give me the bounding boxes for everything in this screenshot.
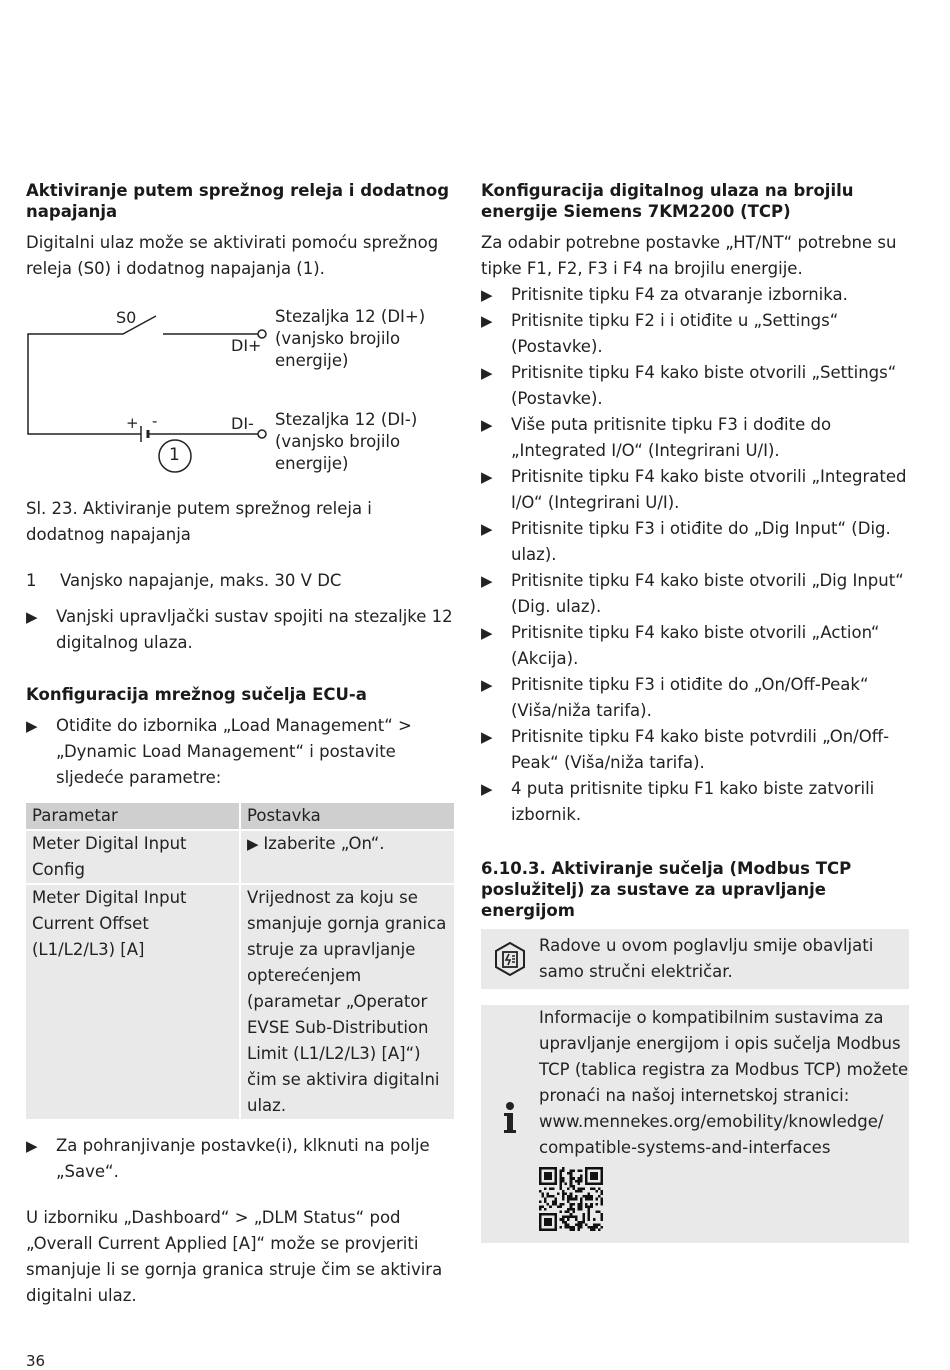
warning-box bbox=[481, 929, 909, 989]
label-minus: - bbox=[152, 412, 158, 430]
list-item: ▶ Pritisnite tipku F4 kako biste otvorili „Integrated I/O“ (Integrirani U/I). bbox=[481, 464, 909, 516]
table-row bbox=[26, 830, 454, 884]
table-cell: Meter Digital Input Current Offset (L1/L2/L3) [A] bbox=[26, 884, 240, 1119]
section-heading-ecu: Konfiguracija mrežnog sučelja ECU-a bbox=[26, 685, 367, 704]
triangle-bullet-icon: ▶ bbox=[26, 608, 38, 626]
triangle-bullet-icon: ▶ bbox=[481, 780, 493, 798]
table-header: Parametar bbox=[26, 803, 240, 830]
triangle-bullet-icon: ▶ bbox=[481, 728, 493, 746]
instruction-bullet: ▶ Otiđite do izbornika „Load Management“ > „Dynamic Load Management“ i postavite sljedeće parametre: bbox=[26, 713, 454, 791]
triangle-bullet-icon: ▶ bbox=[481, 572, 493, 590]
page-number: 36 bbox=[26, 1352, 46, 1370]
triangle-bullet-icon: ▶ bbox=[481, 364, 493, 382]
label-s0: S0 bbox=[116, 308, 137, 327]
table-row bbox=[26, 884, 454, 1119]
section-heading-modbus: 6.10.3. Aktiviranje sučelja (Modbus TCP poslužitelj) za sustave za upravljanje energijom bbox=[481, 859, 852, 920]
table-cell: Vrijednost za koju se smanjuje gornja granica struje za upravljanje opterećenjem (parametar „Operator EVSE Sub-Distribution Limit (L1/L2/L3) [A]“) čim se aktivira digitalni ulaz. bbox=[240, 884, 454, 1119]
label-plus: + bbox=[126, 414, 139, 432]
list-item: ▶ Pritisnite tipku F4 kako biste potvrdili „On/Off-Peak“ (Viša/niža tarifa). bbox=[481, 724, 909, 776]
section-heading-siemens: Konfiguracija digitalnog ulaza na brojilu energije Siemens 7KM2200 (TCP) bbox=[481, 181, 854, 221]
triangle-bullet-icon: ▶ bbox=[481, 468, 493, 486]
info-link[interactable]: compatible-systems-and-interfaces bbox=[539, 1138, 831, 1157]
instruction-bullet: ▶ Vanjski upravljački sustav spojiti na stezaljke 12 digitalnog ulaza. bbox=[26, 604, 454, 656]
triangle-bullet-icon: ▶ bbox=[26, 717, 38, 735]
list-item: ▶ Pritisnite tipku F2 i i otiđite u „Settings“ (Postavke). bbox=[481, 308, 909, 360]
triangle-bullet-icon: ▶ bbox=[481, 624, 493, 642]
label-terminal-top: Stezaljka 12 (DI+) (vanjsko brojilo energije) bbox=[275, 307, 426, 370]
triangle-bullet-icon: ▶ bbox=[247, 835, 264, 853]
steps-list bbox=[481, 282, 909, 828]
table-cell: Meter Digital Input Config bbox=[26, 830, 240, 884]
wire-bottom bbox=[28, 428, 141, 434]
list-item: ▶ Pritisnite tipku F3 i otiđite do „On/Off-Peak“ (Viša/niža tarifa). bbox=[481, 672, 909, 724]
triangle-bullet-icon: ▶ bbox=[26, 1137, 38, 1155]
wire-s0 bbox=[28, 316, 156, 428]
terminal-di-minus bbox=[258, 430, 266, 438]
siemens-intro: Za odabir potrebne postavke „HT/NT“ potrebne su tipke F1, F2, F3 i F4 na brojilu energije. bbox=[481, 233, 897, 278]
label-di-plus: DI+ bbox=[231, 336, 262, 355]
triangle-bullet-icon: ▶ bbox=[481, 286, 493, 304]
legend-item bbox=[26, 568, 454, 594]
section-heading-relay: Aktiviranje putem sprežnog releja i dodatnog napajanja bbox=[26, 181, 450, 221]
wiring-diagram bbox=[26, 288, 454, 488]
list-item: ▶ Više puta pritisnite tipku F3 i dođite do „Integrated I/O“ (Integrirani U/I). bbox=[481, 412, 909, 464]
left-column bbox=[26, 180, 454, 1309]
info-box bbox=[481, 1005, 909, 1243]
triangle-bullet-icon: ▶ bbox=[481, 520, 493, 538]
label-di-minus: DI- bbox=[231, 414, 254, 433]
list-item: ▶ Pritisnite tipku F4 kako biste otvorili „Settings“ (Postavke). bbox=[481, 360, 909, 412]
figure-caption: Sl. 23. Aktiviranje putem sprežnog releja i dodatnog napajanja bbox=[26, 499, 372, 544]
intro-paragraph: Digitalni ulaz može se aktivirati pomoću sprežnog releja (S0) i dodatnog napajanja (1). bbox=[26, 233, 439, 278]
legend-number: 1 bbox=[26, 571, 37, 590]
triangle-bullet-icon: ▶ bbox=[481, 416, 493, 434]
electrician-icon bbox=[481, 933, 539, 985]
parameter-table bbox=[26, 803, 454, 1119]
table-header: Postavka bbox=[240, 803, 454, 830]
legend-text: Vanjsko napajanje, maks. 30 V DC bbox=[60, 571, 342, 590]
right-column bbox=[481, 180, 909, 1243]
warning-text: Radove u ovom poglavlju smije obavljati samo stručni električar. bbox=[539, 936, 874, 981]
qr-code[interactable] bbox=[539, 1167, 603, 1231]
closing-paragraph: U izborniku „Dashboard“ > „DLM Status“ pod „Overall Current Applied [A]“ može se provjeriti smanjuje li se gornja granica struje čim se aktivira digitalni ulaz. bbox=[26, 1208, 443, 1305]
list-item: ▶ Pritisnite tipku F4 kako biste otvorili „Action“ (Akcija). bbox=[481, 620, 909, 672]
info-text: Informacije o kompatibilnim sustavima za upravljanje energijom i opis sučelja Modbus TCP (tablica registra za Modbus TCP) možete pronaći na našoj internetskoj stranici: bbox=[539, 1008, 909, 1105]
triangle-bullet-icon: ▶ bbox=[481, 676, 493, 694]
list-item: ▶ Pritisnite tipku F4 za otvaranje izbornika. bbox=[481, 282, 909, 308]
instruction-bullet: ▶ Za pohranjivanje postavke(i), klknuti na polje „Save“. bbox=[26, 1133, 454, 1185]
triangle-bullet-icon: ▶ bbox=[481, 312, 493, 330]
list-item: ▶ Pritisnite tipku F4 kako biste otvorili „Dig Input“ (Dig. ulaz). bbox=[481, 568, 909, 620]
info-link[interactable]: www.mennekes.org/emobility/knowledge/ bbox=[539, 1112, 884, 1131]
label-terminal-bottom: Stezaljka 12 (DI-) (vanjsko brojilo energije) bbox=[275, 410, 418, 473]
list-item: ▶ Pritisnite tipku F3 i otiđite do „Dig Input“ (Dig. ulaz). bbox=[481, 516, 909, 568]
info-icon bbox=[481, 1005, 539, 1231]
label-circle-1: 1 bbox=[169, 445, 180, 465]
list-item: ▶ 4 puta pritisnite tipku F1 kako biste zatvorili izbornik. bbox=[481, 776, 909, 828]
table-cell: ▶ Izaberite „On“. bbox=[240, 830, 454, 884]
